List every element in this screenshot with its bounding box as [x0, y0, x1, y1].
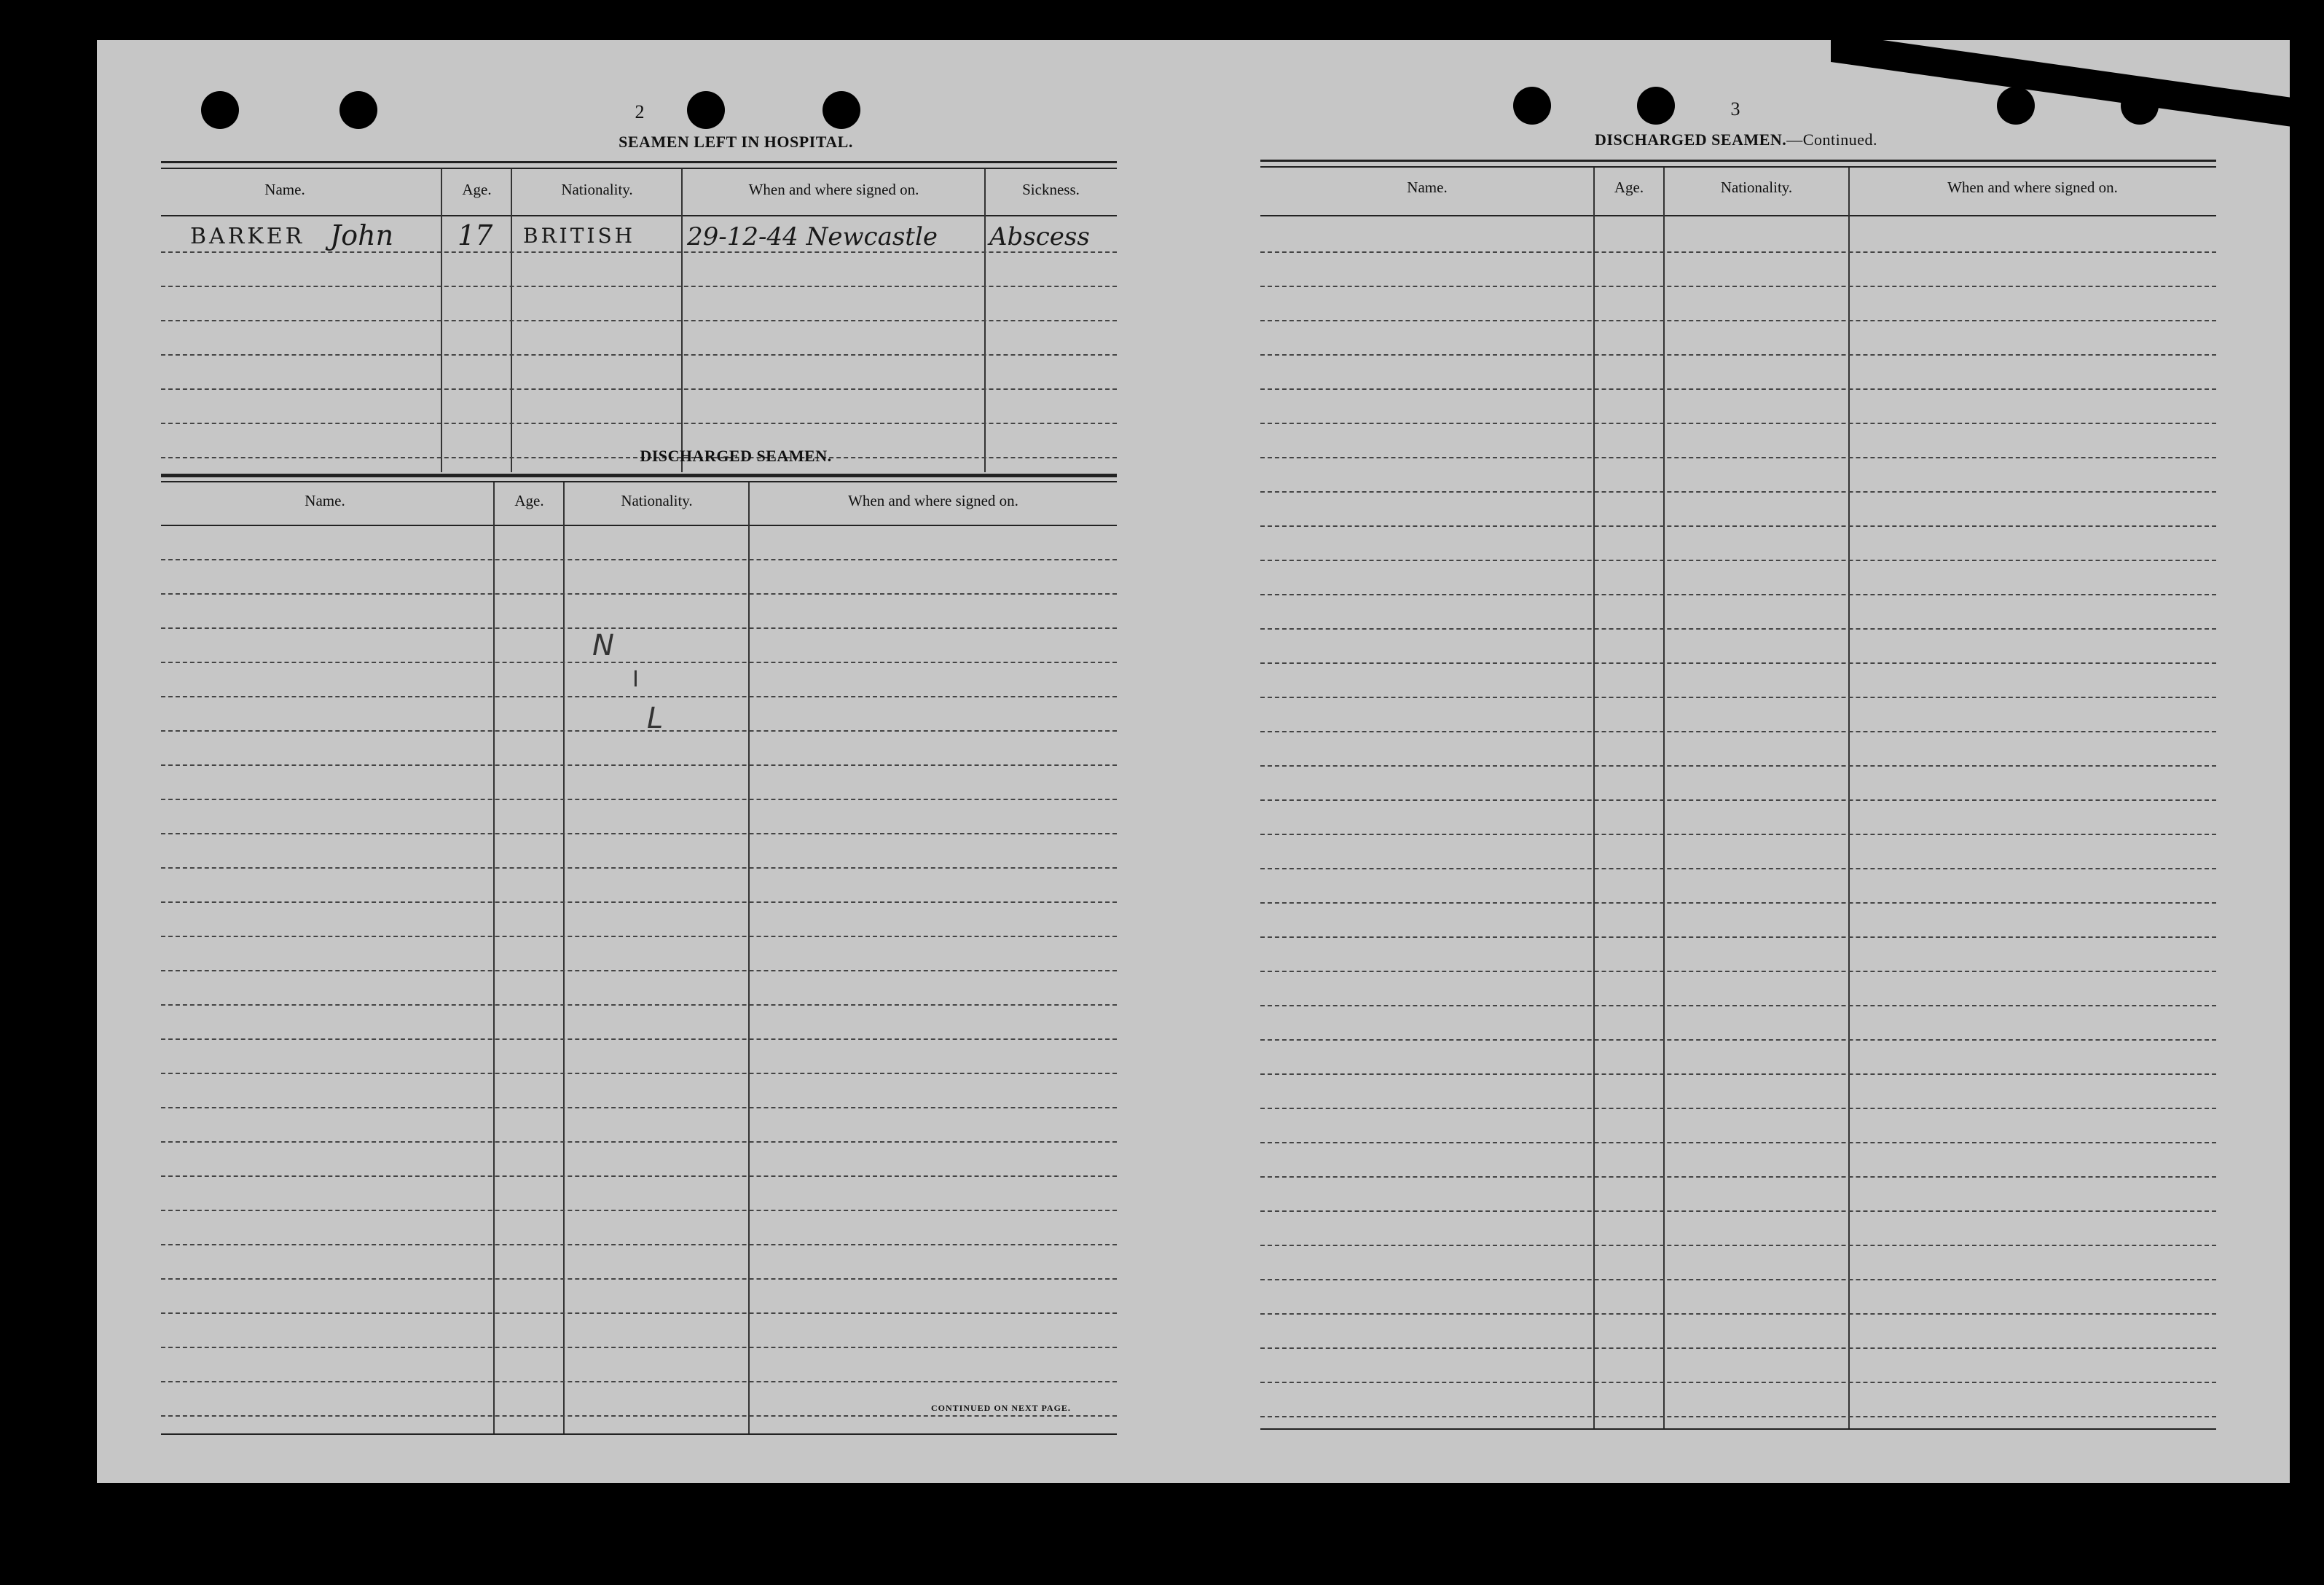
dotted-row-line: [161, 286, 1117, 287]
dotted-row-line: [161, 1381, 1117, 1382]
entry-age: 17: [458, 219, 493, 251]
col-header-sickness: Sickness.: [1022, 181, 1080, 198]
dotted-row-line: [1260, 286, 2216, 287]
dotted-row-line: [161, 1175, 1117, 1177]
col-header-signed-on: When and where signed on.: [848, 492, 1018, 509]
dotted-row-line: [161, 627, 1117, 629]
rule: [161, 1433, 1117, 1435]
dotted-row-line: [161, 320, 1117, 321]
dotted-row-line: [161, 559, 1117, 560]
right-section-title: [1445, 130, 2027, 149]
dotted-row-line: [161, 764, 1117, 766]
dotted-row-line: [161, 1312, 1117, 1314]
dotted-row-line: [1260, 251, 2216, 253]
dotted-row-line: [1260, 594, 2216, 595]
dotted-row-line: [161, 901, 1117, 903]
dotted-row-line: [1260, 1382, 2216, 1383]
rule: [161, 168, 1117, 169]
discharged-section-title: DISCHARGED SEAMEN.: [640, 447, 832, 465]
dotted-row-line: [161, 388, 1117, 390]
col-divider: [493, 482, 495, 1433]
dotted-row-line: [161, 1107, 1117, 1108]
dotted-row-line: [161, 354, 1117, 356]
dotted-row-line: [1260, 1279, 2216, 1280]
dotted-row-line: [161, 1244, 1117, 1245]
col-divider: [1663, 168, 1665, 1428]
dotted-row-line: [1260, 525, 2216, 527]
col-header-name: Name.: [264, 181, 305, 198]
col-header-signed-on: When and where signed on.: [748, 181, 919, 198]
punch-hole: [201, 91, 239, 129]
col-divider: [748, 482, 750, 1433]
punch-hole: [1637, 87, 1675, 125]
dotted-row-line: [1260, 1313, 2216, 1315]
rule: [161, 161, 1117, 163]
dotted-row-line: [161, 696, 1117, 697]
dotted-row-line: [161, 1141, 1117, 1143]
dotted-row-line: [1260, 868, 2216, 869]
dotted-row-line: [1260, 1108, 2216, 1109]
rule: [161, 215, 1117, 216]
rule: [1260, 1428, 2216, 1430]
dotted-row-line: [161, 867, 1117, 869]
dotted-row-line: [161, 593, 1117, 595]
col-header-nationality: Nationality.: [621, 492, 693, 509]
dotted-row-line: [161, 1038, 1117, 1040]
dotted-row-line: [1260, 1416, 2216, 1417]
dotted-row-line: [161, 936, 1117, 937]
entry-signed-on: 29-12-44 Newcastle: [687, 222, 938, 251]
dotted-row-line: [161, 1073, 1117, 1074]
rule: [1260, 166, 2216, 168]
document-sheet: [97, 40, 2290, 1483]
dotted-row-line: [1260, 799, 2216, 801]
col-header-signed-on: When and where signed on.: [1947, 179, 2118, 196]
col-header-age: Age.: [462, 181, 492, 198]
dotted-row-line: [1260, 491, 2216, 493]
col-divider: [1848, 168, 1850, 1428]
dotted-row-line: [1260, 1005, 2216, 1006]
torn-corner: [1831, 33, 2312, 130]
dotted-row-line: [161, 1210, 1117, 1211]
rule: [161, 475, 1117, 477]
right-title-suffix: —Continued.: [1786, 130, 1877, 149]
dotted-row-line: [1260, 560, 2216, 561]
dotted-row-line: [1260, 457, 2216, 458]
dotted-row-line: [161, 1004, 1117, 1006]
punch-hole: [2121, 87, 2159, 125]
dotted-row-line: [1260, 731, 2216, 732]
dotted-row-line: [1260, 662, 2216, 664]
dotted-row-line: [1260, 423, 2216, 424]
entry-sickness: Abscess: [989, 222, 1090, 251]
col-header-name: Name.: [1407, 179, 1448, 196]
dotted-row-line: [161, 970, 1117, 971]
entry-surname: BARKER: [190, 224, 305, 249]
dotted-row-line: [1260, 971, 2216, 972]
nil-mark-n: N: [592, 629, 614, 662]
dotted-row-line: [161, 251, 1117, 253]
right-title-text: DISCHARGED SEAMEN.: [1595, 130, 1787, 149]
dotted-row-line: [1260, 1073, 2216, 1075]
dotted-row-line: [161, 423, 1117, 424]
dotted-row-line: [161, 1347, 1117, 1348]
dotted-row-line: [1260, 834, 2216, 835]
punch-hole: [1997, 87, 2035, 125]
col-divider: [1593, 168, 1595, 1428]
dotted-row-line: [161, 799, 1117, 800]
punch-hole: [687, 91, 725, 129]
rule: [161, 525, 1117, 526]
entry-given-name: John: [330, 219, 394, 251]
punch-hole: [823, 91, 860, 129]
rule: [1260, 160, 2216, 162]
dotted-row-line: [1260, 388, 2216, 390]
punch-hole: [339, 91, 377, 129]
col-divider: [563, 482, 565, 1433]
dotted-row-line: [161, 833, 1117, 834]
dotted-row-line: [1260, 1245, 2216, 1246]
rule: [1260, 215, 2216, 216]
dotted-row-line: [1260, 1142, 2216, 1143]
dotted-row-line: [1260, 697, 2216, 698]
dotted-row-line: [161, 1278, 1117, 1280]
dotted-row-line: [1260, 936, 2216, 938]
col-header-nationality: Nationality.: [561, 181, 633, 198]
dotted-row-line: [1260, 1176, 2216, 1178]
col-header-age: Age.: [1614, 179, 1644, 196]
dotted-row-line: [1260, 1039, 2216, 1041]
dotted-row-line: [161, 730, 1117, 732]
col-header-nationality: Nationality.: [1720, 179, 1793, 196]
dotted-row-line: [1260, 902, 2216, 904]
punch-hole: [1513, 87, 1551, 125]
dotted-row-line: [161, 1415, 1117, 1417]
dotted-row-line: [1260, 354, 2216, 356]
left-page-number: 2: [635, 101, 645, 122]
nil-mark-i: I: [632, 667, 639, 692]
col-header-name: Name.: [305, 492, 345, 509]
dotted-row-line: [1260, 765, 2216, 767]
rule: [161, 481, 1117, 482]
dotted-row-line: [1260, 1347, 2216, 1349]
col-header-age: Age.: [514, 492, 544, 509]
dotted-row-line: [1260, 1210, 2216, 1212]
continued-footer: CONTINUED ON NEXT PAGE.: [931, 1403, 1071, 1413]
nil-mark-l: L: [647, 702, 664, 735]
right-page-number: 3: [1730, 98, 1740, 120]
dotted-row-line: [1260, 628, 2216, 630]
entry-nationality: BRITISH: [523, 224, 636, 248]
dotted-row-line: [1260, 320, 2216, 321]
dotted-row-line: [161, 662, 1117, 663]
hospital-section-title: SEAMEN LEFT IN HOSPITAL.: [619, 133, 853, 151]
